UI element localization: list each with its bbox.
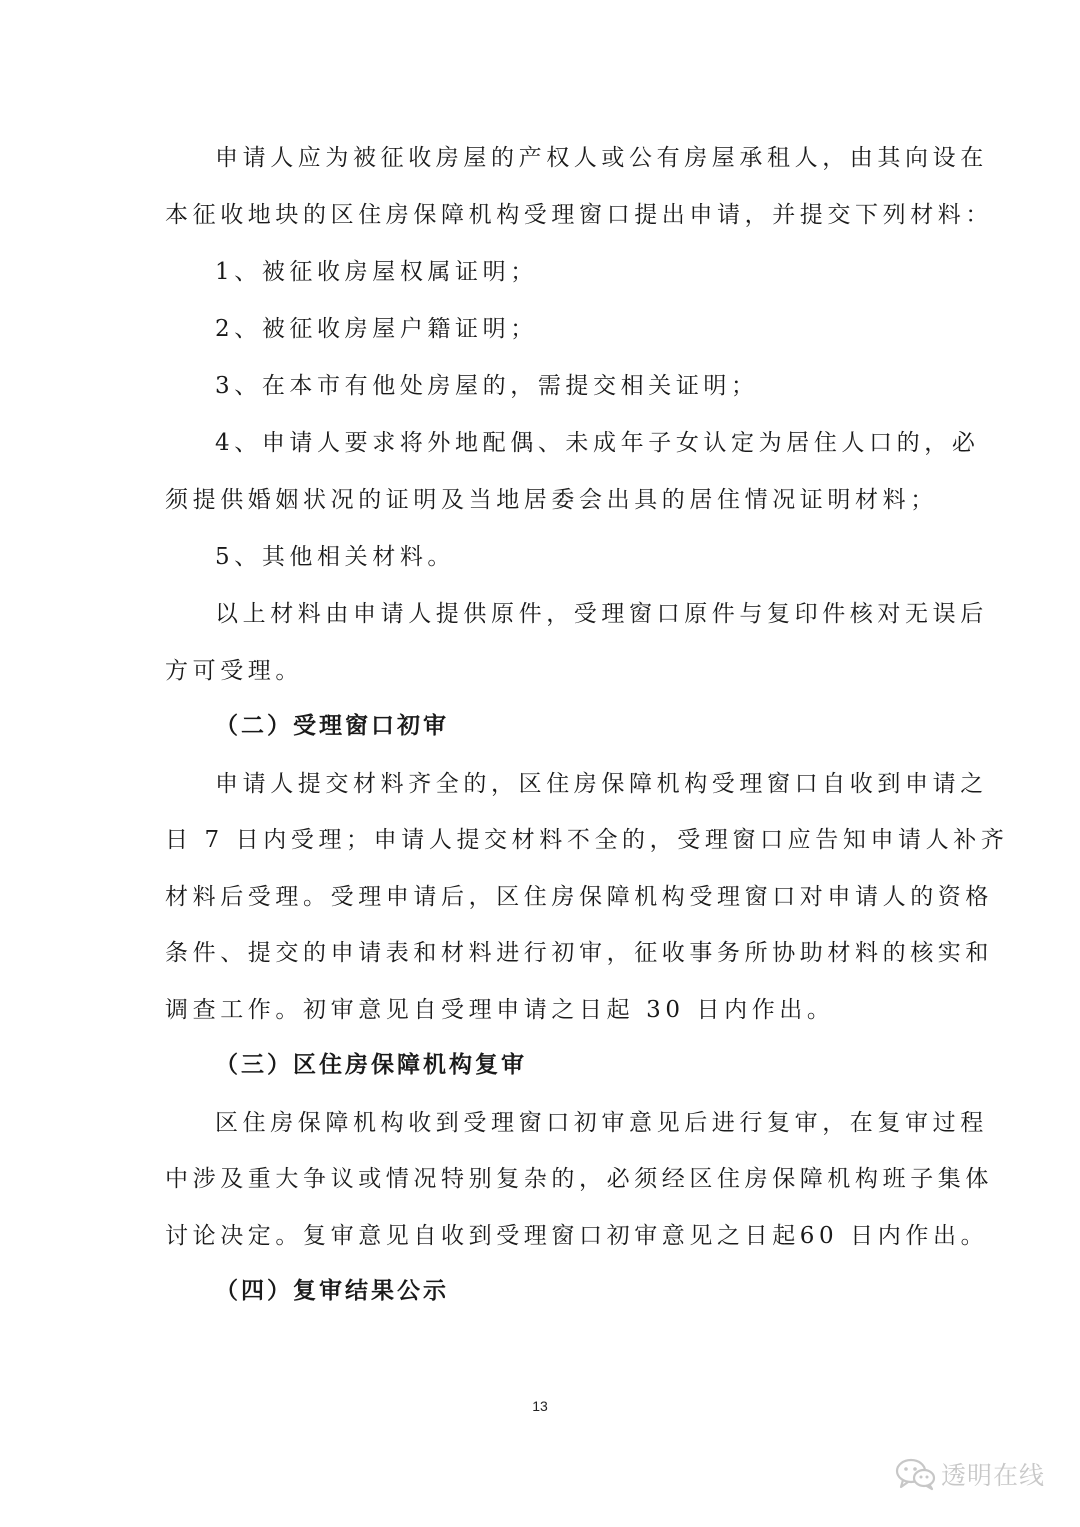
list-item: 1、被征收房屋权属证明；: [215, 259, 538, 285]
list-item: 5、其他相关材料。: [215, 544, 456, 570]
section-heading: （二）受理窗口初审: [215, 713, 449, 739]
paragraph-line: 日 7 日内受理；申请人提交材料不全的，受理窗口应告知申请人补齐: [165, 827, 1009, 853]
paragraph-line: 须提供婚姻状况的证明及当地居委会出具的居住情况证明材料；: [165, 487, 938, 513]
paragraph-line: 讨论决定。复审意见自收到受理窗口初审意见之日起60 日内作出。: [165, 1223, 989, 1249]
watermark: [895, 1452, 1045, 1496]
list-item: 2、被征收房屋户籍证明；: [215, 316, 538, 342]
paragraph-line: 条件、提交的申请表和材料进行初审，征收事务所协助材料的核实和: [165, 940, 993, 966]
wechat-icon: [895, 1456, 937, 1492]
page-number: 13: [532, 1398, 548, 1414]
paragraph-line: 方可受理。: [165, 658, 303, 684]
section-heading: （四）复审结果公示: [215, 1278, 449, 1304]
paragraph-line: 区住房保障机构收到受理窗口初审意见后进行复审，在复审过程: [215, 1110, 988, 1136]
list-item: 4、申请人要求将外地配偶、未成年子女认定为居住人口的，必: [215, 430, 980, 456]
paragraph-line: 本征收地块的区住房保障机构受理窗口提出申请，并提交下列材料：: [165, 202, 993, 228]
paragraph-line: 中涉及重大争议或情况特别复杂的，必须经区住房保障机构班子集体: [165, 1166, 993, 1192]
paragraph-line: 申请人提交材料齐全的，区住房保障机构受理窗口自收到申请之: [215, 771, 988, 797]
section-heading: （三）区住房保障机构复审: [215, 1052, 527, 1078]
paragraph-line: 申请人应为被征收房屋的产权人或公有房屋承租人，由其向设在: [215, 145, 988, 171]
paragraph-line: 以上材料由申请人提供原件，受理窗口原件与复印件核对无误后: [215, 601, 988, 627]
watermark-text: 透明在线: [941, 1461, 1046, 1490]
paragraph-line: 材料后受理。受理申请后，区住房保障机构受理窗口对申请人的资格: [165, 884, 993, 910]
paragraph-line: 调查工作。初审意见自受理申请之日起 30 日内作出。: [165, 997, 835, 1023]
list-item: 3、在本市有他处房屋的，需提交相关证明；: [215, 373, 759, 399]
